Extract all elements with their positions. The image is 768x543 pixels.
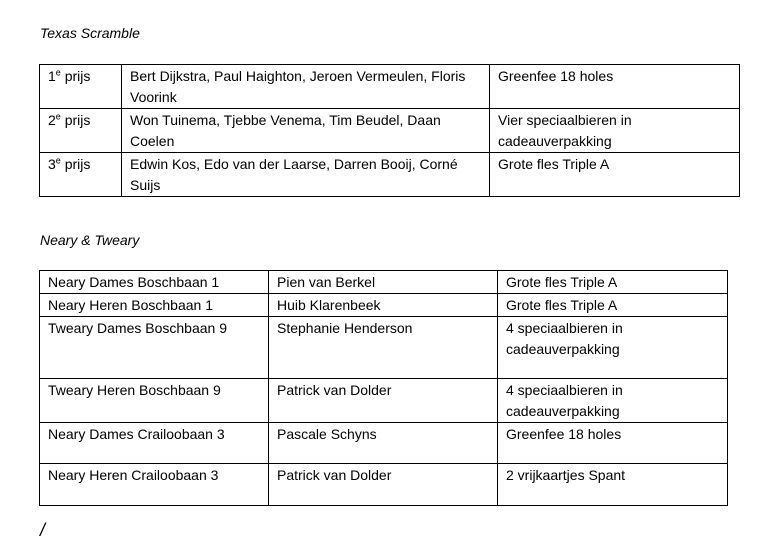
table-row [40,65,740,109]
winner-cell: Patrick van Dolder [269,464,498,506]
prize-cell: 4 speciaalbieren in cadeauverpakking [498,379,728,423]
rank-cell: 3e prijs [40,153,122,197]
table-row [40,464,728,506]
prize-cell: 2 vrijkaartjes Spant [498,464,728,506]
prize-cell: Vier speciaalbieren in cadeauverpakking [490,109,740,153]
texas-scramble-table [39,64,740,197]
prize-cell: Grote fles Triple A [490,153,740,197]
table-row [40,153,740,197]
prize-cell: Greenfee 18 holes [498,423,728,464]
names-cell: Edwin Kos, Edo van der Laarse, Darren Booij, Corné Suijs [122,153,490,197]
section-title-neary-tweary: Neary & Tweary [40,232,140,248]
category-cell: Neary Heren Boschbaan 1 [40,294,269,317]
rank-cell: 2e prijs [40,109,122,153]
category-cell: Tweary Heren Boschbaan 9 [40,379,269,423]
winner-cell: Patrick van Dolder [269,379,498,423]
neary-tweary-table [39,270,728,506]
rank-cell: 1e prijs [40,65,122,109]
winner-cell: Pien van Berkel [269,271,498,294]
category-cell: Tweary Dames Boschbaan 9 [40,317,269,379]
names-cell: Won Tuinema, Tjebbe Venema, Tim Beudel, Daan Coelen [122,109,490,153]
winner-cell: Huib Klarenbeek [269,294,498,317]
table-row [40,379,728,423]
category-cell: Neary Dames Boschbaan 1 [40,271,269,294]
prize-cell: Greenfee 18 holes [490,65,740,109]
names-cell: Bert Dijkstra, Paul Haighton, Jeroen Vermeulen, Floris Voorink [122,65,490,109]
winner-cell: Stephanie Henderson [269,317,498,379]
prize-cell: 4 speciaalbieren in cadeauverpakking [498,317,728,379]
table-row [40,271,728,294]
prize-cell: Grote fles Triple A [498,294,728,317]
table-row [40,317,728,379]
table-row [40,294,728,317]
prize-cell: Grote fles Triple A [498,271,728,294]
table-row [40,423,728,464]
text-cursor: / [40,520,46,540]
category-cell: Neary Dames Crailoobaan 3 [40,423,269,464]
table-row [40,109,740,153]
category-cell: Neary Heren Crailoobaan 3 [40,464,269,506]
winner-cell: Pascale Schyns [269,423,498,464]
section-title-texas-scramble: Texas Scramble [40,25,140,41]
